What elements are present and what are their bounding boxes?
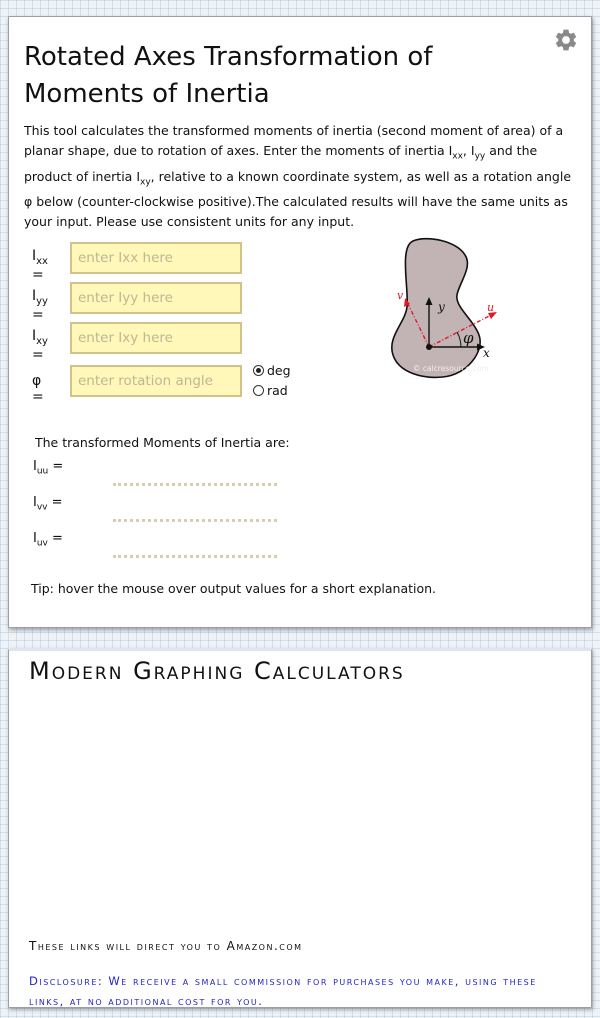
planar-shape [392,239,480,378]
angle-label: φ = [32,373,44,405]
amazon-note: These links will direct you to Amazon.com [29,939,303,953]
y-label: y [438,300,445,314]
x-label: x [483,346,490,360]
ixx-input[interactable] [70,242,242,274]
graphing-title: Modern Graphing Calculators [29,657,405,685]
iuu-output[interactable] [113,463,277,486]
rad-radio[interactable]: rad [253,383,288,398]
iuv-label: $I_{uv}$ = [33,531,63,549]
gear-icon[interactable] [553,27,579,53]
ixx-label: $I_{xx}$ = [32,248,48,283]
ivv-output[interactable] [113,499,277,522]
v-label: v [397,289,404,302]
calculator-panel [8,16,592,628]
description: This tool calculates the transformed moments of inertia (second moment of area) of a planar shape, due to rotation of axes. Enter the moments of inertia $I_{xx}$, $I_{yy}$ and the product of inertia $I_{xy}$, relative to a known coordinate system, as well as a rotation angle φ below (counter-clockwise positive).The calculated results will have the same units as your input. Please use consistent units for any input. [24,123,572,229]
graphing-calculators-panel [8,648,592,1008]
rad-radio-indicator[interactable] [253,385,264,396]
deg-radio[interactable]: deg [253,363,291,378]
origin-dot [426,344,432,350]
ixy-label: $I_{xy}$ = [32,328,48,363]
disclosure-text: Disclosure: We receive a small commission for purchases you make, using these links, at no additional cost for you. [29,974,537,1008]
rotated-axes-diagram [387,237,499,383]
phi-label: φ [463,329,474,347]
iuv-output[interactable] [113,535,277,558]
page-title: Rotated Axes Transformation of Moments of Inertia [24,42,433,109]
iyy-input[interactable] [70,282,242,314]
watermark: © calcresource.com [413,364,489,373]
deg-radio-indicator[interactable] [253,365,264,376]
iyy-label: $I_{yy}$ = [32,288,48,323]
ixy-input[interactable] [70,322,242,354]
iuu-label: $I_{uu}$ = [33,459,64,477]
angle-input[interactable] [70,365,242,397]
ivv-label: $I_{vv}$ = [33,495,63,513]
u-label: u [487,301,495,314]
tip-text: Tip: hover the mouse over output values for a short explanation. [31,581,437,596]
results-title: The transformed Moments of Inertia are: [35,435,290,450]
